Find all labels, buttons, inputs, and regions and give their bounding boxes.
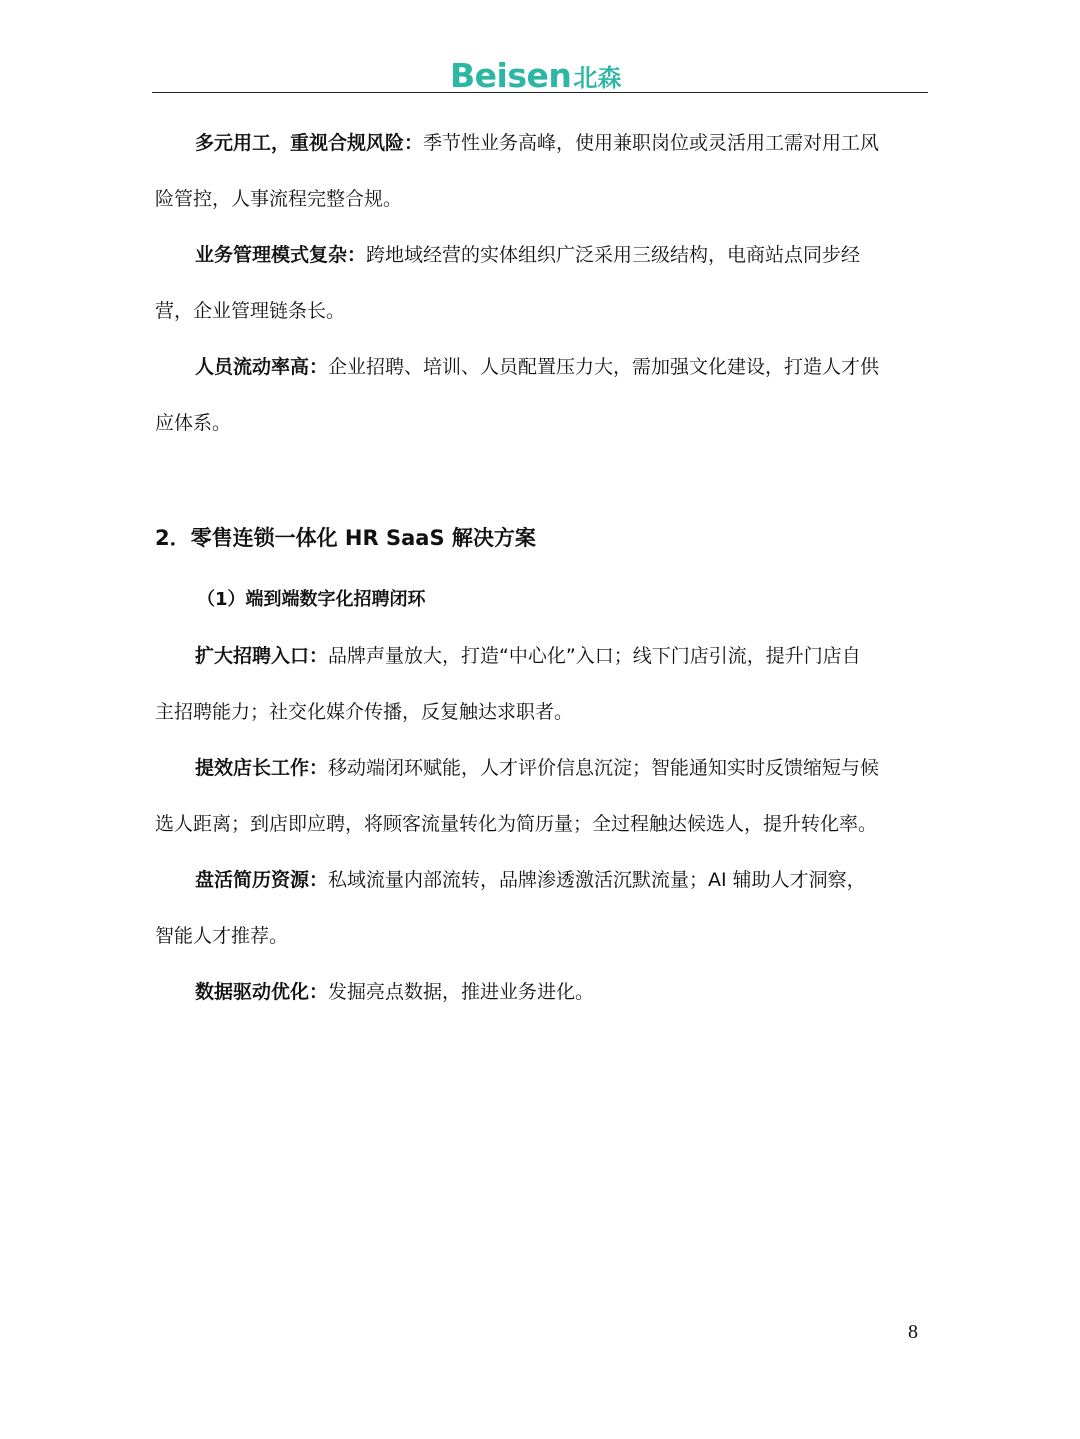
paragraph-lead: 业务管理模式复杂： bbox=[195, 244, 367, 266]
paragraph-text-continued: 主招聘能力；社交化媒介传播，反复触达求职者。 bbox=[155, 701, 574, 723]
paragraph-text: 私域流量内部流转，品牌渗透激活沉默流量；AI 辅助人才洞察， bbox=[328, 869, 866, 891]
paragraph-turnover bbox=[155, 339, 930, 451]
paragraph-management-model bbox=[155, 227, 930, 339]
paragraph-lead: 提效店长工作： bbox=[195, 757, 329, 779]
paragraph-resume-resources bbox=[155, 852, 930, 964]
paragraph-lead: 人员流动率高： bbox=[195, 356, 329, 378]
paragraph-lead: 多元用工，重视合规风险： bbox=[195, 132, 424, 154]
paragraph-text: 移动端闭环赋能，人才评价信息沉淀；智能通知实时反馈缩短与候 bbox=[328, 757, 880, 779]
paragraph-text: 企业招聘、培训、人员配置压力大，需加强文化建设，打造人才供 bbox=[328, 356, 880, 378]
paragraph-data-driven bbox=[155, 964, 930, 1020]
logo-chinese-text: 北森 bbox=[573, 64, 622, 92]
paragraph-flexible-employment bbox=[155, 115, 930, 227]
paragraph-lead: 扩大招聘入口： bbox=[195, 645, 329, 667]
paragraph-text-continued: 应体系。 bbox=[155, 412, 232, 434]
paragraph-text-continued: 智能人才推荐。 bbox=[155, 925, 289, 947]
paragraph-text: 发掘亮点数据，推进业务进化。 bbox=[328, 981, 595, 1003]
paragraph-text: 品牌声量放大，打造“中心化”入口；线下门店引流，提升门店自 bbox=[328, 645, 861, 667]
paragraph-text-continued: 选人距离；到店即应聘，将顾客流量转化为简历量；全过程触达候选人，提升转化率。 bbox=[155, 813, 878, 835]
header-divider bbox=[152, 92, 928, 93]
paragraph-expand-entrance bbox=[155, 628, 930, 740]
paragraph-text: 跨地域经营的实体组织广泛采用三级结构，电商站点同步经 bbox=[366, 244, 861, 266]
paragraph-text: 季节性业务高峰，使用兼职岗位或灵活用工需对用工风 bbox=[423, 132, 880, 154]
section-heading: 2．零售连锁一体化 HR SaaS 解决方案 bbox=[155, 526, 536, 550]
paragraph-text-continued: 险管控，人事流程完整合规。 bbox=[155, 188, 403, 210]
paragraph-lead: 盘活简历资源： bbox=[195, 869, 329, 891]
paragraph-store-manager bbox=[155, 740, 930, 852]
page-number: 8 bbox=[908, 1321, 918, 1343]
beisen-logo bbox=[450, 54, 621, 94]
section-subheading: （1）端到端数字化招聘闭环 bbox=[197, 589, 426, 610]
page-header bbox=[0, 54, 1080, 94]
logo-latin-text: Beisen bbox=[450, 56, 572, 95]
paragraph-lead: 数据驱动优化： bbox=[195, 981, 329, 1003]
paragraph-text-continued: 营，企业管理链条长。 bbox=[155, 300, 346, 322]
